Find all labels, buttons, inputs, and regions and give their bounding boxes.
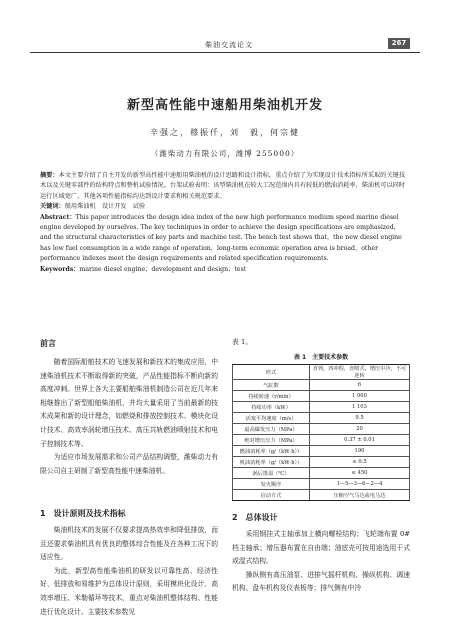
table-cell: 发火顺序 xyxy=(233,479,310,490)
keywords-cn xyxy=(40,202,410,212)
parameters-table-wrap xyxy=(232,364,410,501)
table-header-cell: 形式 xyxy=(233,365,310,380)
page-number: 267 xyxy=(388,38,410,49)
preface-text xyxy=(40,356,218,478)
table-cell: 机油消耗率（g/（kW·h）） xyxy=(233,457,310,468)
abstract-cn-text: 本文主要介绍了自主开发的新型高性能中速船用柴油机的设计思路和设计指标，重点介绍了为实现设计技术指标所采取的关键技术以及关键零部件的结构特点和整机试验情况。台架试验表明：该型柴油机在较大工况范围内具有较低的燃油消耗率，柴油机可以同时运行区域宽广，其他各项性能指标均达到设计要求和相关规范要求。 xyxy=(40,172,406,200)
section-2-paragraph-1: 采用钢挂式主轴承加上横向螺栓结构；飞轮端布置 0# 档主轴承；增压器布置在自由端；油底壳可按用途选用干式或湿式结构。 xyxy=(232,530,410,566)
table-row xyxy=(233,490,410,501)
abstract-en-label: Abstract： xyxy=(40,213,76,221)
table-cell: 1 103 xyxy=(310,402,410,413)
section-preface-heading: 前言 xyxy=(40,339,56,348)
preface-paragraph-2: 为适应市场发展需求和公司产品结构调整，潍柴动力有限公司自主研制了新型高性能中速柴油机。 xyxy=(40,453,218,475)
table-row xyxy=(233,435,410,446)
table-row xyxy=(233,424,410,435)
running-header xyxy=(0,40,450,52)
table-cell: 持续转速（r/min） xyxy=(233,391,310,402)
table-cell: 9.5 xyxy=(310,413,410,424)
table-cell: 持续功率（kW） xyxy=(233,402,310,413)
preface-paragraph-1: 随着国际船舶技术的飞速发展和新技术的集成应用，中速柴油机技术不断取得新的突破，产品性能指标不断向新的高度冲刺。世界上各大主要船舶柴油机制造公司在近几年来相继推出了新型船舶柴油机，并均大量采用了当前最新的技术成果和新的设计理念，如燃烧和排放控制技术、模块化设计技术、高效率涡轮增压技术、高压共轨燃油喷射技术和电子控制技术等。 xyxy=(40,358,218,448)
table-cell: 20 xyxy=(310,424,410,435)
parameters-table xyxy=(232,364,410,501)
table-cell: ≤ 450 xyxy=(310,468,410,479)
table-cell: 绝对增压压力（MPa） xyxy=(233,435,310,446)
table-cell: 活塞平均速度（m/s） xyxy=(233,413,310,424)
table-caption: 表 1 主要技术参数 xyxy=(293,354,349,361)
abstract-cn-label: 摘要： xyxy=(40,172,59,179)
keywords-cn-label: 关键词： xyxy=(40,203,65,211)
table-row xyxy=(233,380,410,391)
header-rule xyxy=(30,52,420,53)
table-row xyxy=(233,402,410,413)
paper-title: 新型高性能中速船用柴油机开发 xyxy=(126,98,323,113)
table-row xyxy=(233,457,410,468)
table-cell: 气缸数 xyxy=(233,380,310,391)
table-cell: 压缩空气马达或电马达 xyxy=(310,490,410,501)
table-reference-text: 表 1。 xyxy=(232,338,253,346)
table-cell: 1—5—3—6—2—4 xyxy=(310,479,410,490)
table-cell: 6 xyxy=(310,380,410,391)
keywords-en xyxy=(40,265,410,275)
keywords-en-label: Keywords： xyxy=(40,265,80,273)
section-1-paragraph-1: 柴油机技术的发展不仅要求提高热效率和降低排放，而且还要求柴油机具有优良的整体综合性能及在各种工况下的适应性。 xyxy=(40,526,218,562)
keywords-cn-text: 船用柴油机 设计开发 试验 xyxy=(64,203,146,211)
table-row xyxy=(233,391,410,402)
keywords-en-text: marine diesel engine；development and design；test xyxy=(79,265,247,273)
table-cell: 1 000 xyxy=(310,391,410,402)
abstract-block xyxy=(40,171,410,275)
journal-name: 柴油交流论文 xyxy=(205,41,253,49)
table-cell: 0.37 ± 0.01 xyxy=(310,435,410,446)
section-2-text xyxy=(232,528,410,596)
table-header-row xyxy=(233,365,410,380)
section-1-heading: 1 设计原则及技术指标 xyxy=(40,509,126,518)
section-2-heading: 2 总体设计 xyxy=(232,513,278,522)
table-cell: 涡后排温（℃） xyxy=(233,468,310,479)
table-cell: 燃油消耗率（g/（kW·h）） xyxy=(233,446,310,457)
section-2-paragraph-2: 操纵侧有高压油泵、进排气摇杆机构、操纵机构、调速机构、盘车机构及仪表板等；排气侧有中冷 xyxy=(232,570,410,593)
abstract-en xyxy=(40,213,410,265)
table-row xyxy=(233,446,410,457)
table-header-cell: 直列，四冲程，直喷式，增压中冷，不可逆转 xyxy=(310,365,410,380)
abstract-en-text: This paper introduces the design idea index of the new high performance medium speed marine diesel engine developed by ourselves. The key techniques in order to achieve the design specifications are emphasized，and the structural characteristics of key parts and machine test. The bench test shows that，the new diesel engine has low fuel consumption in a wide range of operation，long-term economic operation area is broad，other performance indexes meet the design requirements and related specification requirements. xyxy=(40,213,402,263)
table-cell: ≤ 0.5 xyxy=(310,457,410,468)
table-row xyxy=(233,468,410,479)
table-cell: 190 xyxy=(310,446,410,457)
table-row xyxy=(233,413,410,424)
table-row xyxy=(233,479,410,490)
abstract-cn xyxy=(40,171,410,202)
section-1-text xyxy=(40,524,218,619)
table-cell: 最高爆发压力（MPa） xyxy=(233,424,310,435)
authors: 辛强之，穆振仟，刘 毅，何宗健 xyxy=(150,128,300,137)
affiliation: （潍柴动力有限公司，潍博 255000） xyxy=(150,149,300,158)
section-1-paragraph-2: 为此，新型高性能柴油机的研发以可靠性高、经济性好、低排放和易维护为总体设计原则，采用模块化设计、高效率增压、米勒循环等技术，重点对柴油机整体结构、性能进行优化设计。主要技术参数见 xyxy=(40,566,218,616)
table-cell: 启动方式 xyxy=(233,490,310,501)
